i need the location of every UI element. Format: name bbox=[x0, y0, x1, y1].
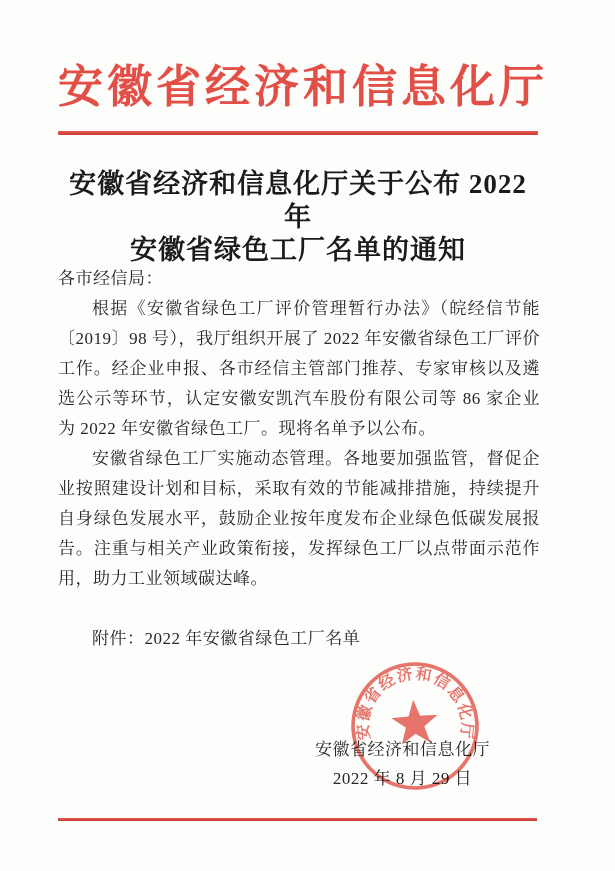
official-seal bbox=[343, 654, 486, 797]
salutation: 各市经信局： bbox=[58, 269, 163, 288]
seal-star-icon bbox=[390, 698, 439, 745]
document-body bbox=[58, 264, 540, 654]
footer-divider-rule bbox=[58, 818, 537, 821]
seal-text-curved: 安徽省经济和信息化厅 bbox=[354, 665, 476, 741]
document-title-line1: 安徽省经济和信息化厅关于公布 2022 年 bbox=[69, 169, 527, 232]
masthead-divider-rule bbox=[58, 131, 538, 135]
document-title-line2: 安徽省绿色工厂名单的通知 bbox=[130, 235, 466, 265]
document-title bbox=[58, 168, 538, 267]
body-paragraph-2: 安徽省绿色工厂实施动态管理。各地要加强监管，督促企业按照建设计划和目标，采取有效的节能减排措施，持续提升自身绿色发展水平，鼓励企业按年度发布企业绿色低碳发展报告。注重与相关产业政策衔接，发挥绿色工厂以点带面示范作用，助力工业领域碳达峰。 bbox=[58, 449, 540, 588]
masthead-agency-name: 安徽省经济和信息化厅 bbox=[58, 62, 549, 112]
body-paragraph-1: 根据《安徽省绿色工厂评价管理暂行办法》（皖经信节能〔2019〕98 号），我厅组织开展了 2022 年安徽省绿色工厂评价工作。经企业申报、各市经信主管部门推荐、专家审核以及遴选公示等环节，认定安徽安凯汽车股份有限公司等 86 家企业为 2022 年安徽省绿色工厂。现将名单予以公布。 bbox=[58, 299, 540, 438]
signature-date: 2022 年 8 月 29 日 bbox=[332, 769, 473, 788]
signature-agency: 安徽省经济和信息化厅 bbox=[315, 740, 490, 759]
attachment-line: 附件：2022 年安徽省绿色工厂名单 bbox=[92, 629, 361, 648]
